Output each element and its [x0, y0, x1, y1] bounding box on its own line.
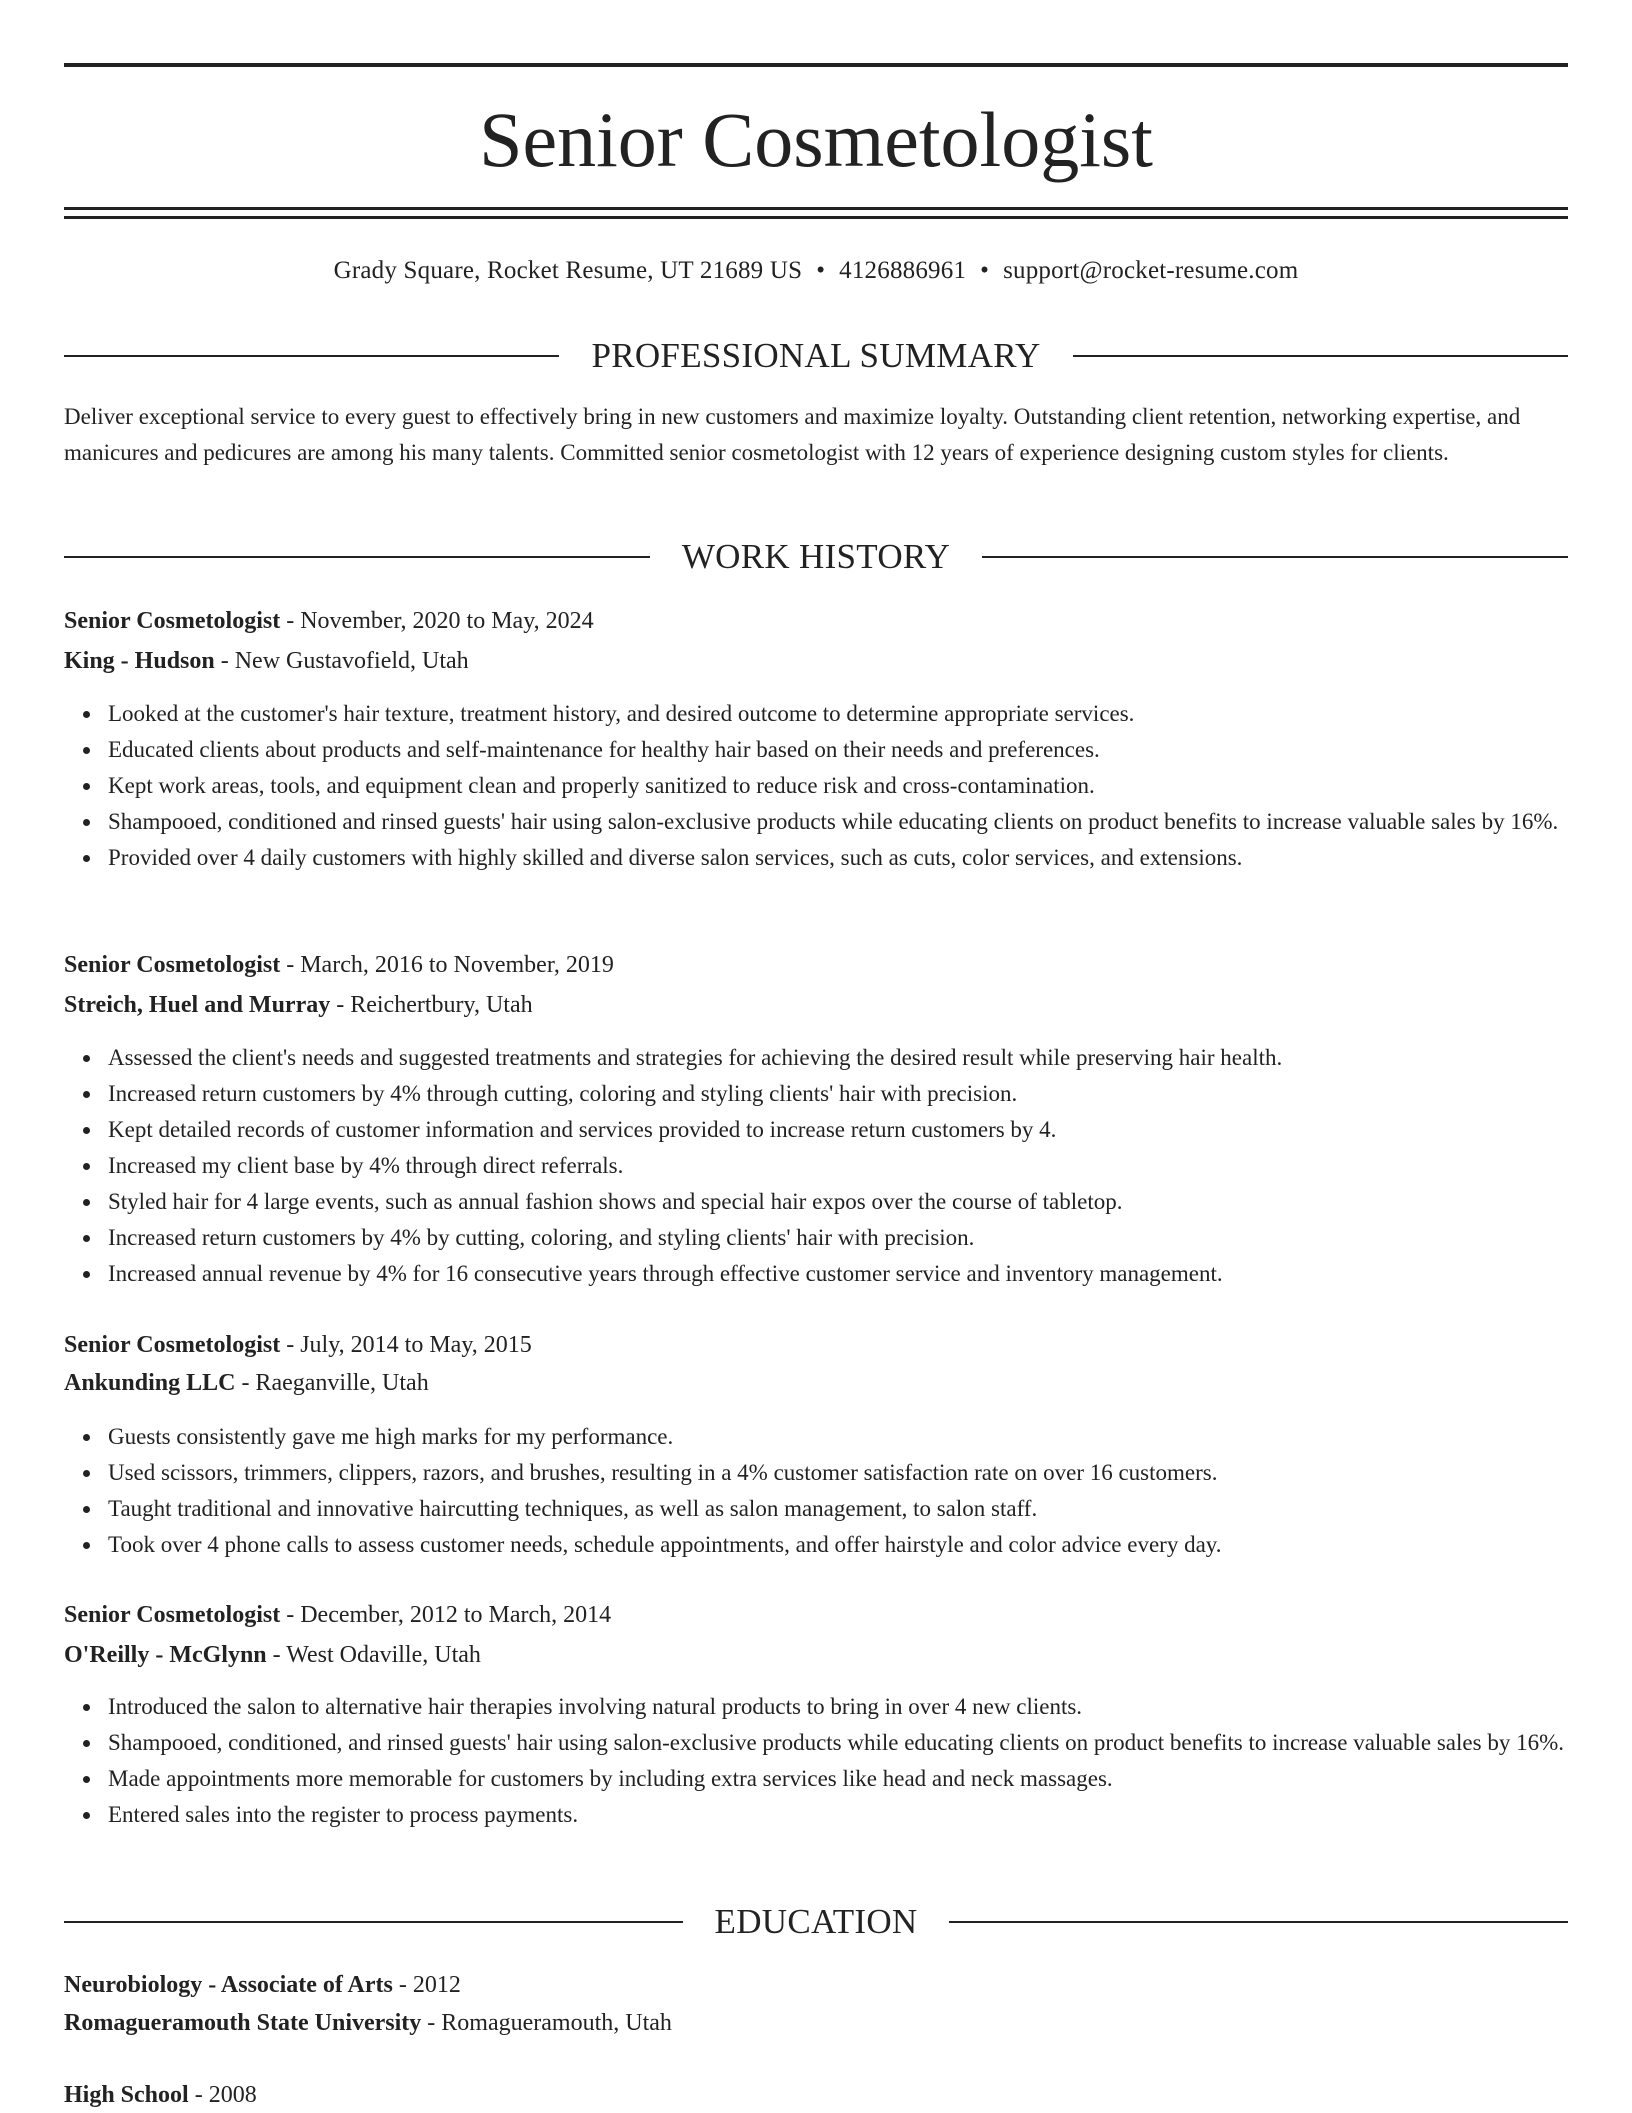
list-item: Kept work areas, tools, and equipment clean and properly sanitized to reduce risk and cross-contamination. — [108, 768, 1612, 804]
header-top-rule — [64, 63, 1568, 67]
job-title: Senior Cosmetologist — [64, 608, 281, 634]
education-year: - 2008 — [188, 2082, 257, 2108]
list-item: Introduced the salon to alternative hair therapies involving natural products to bring in over 4 new clients. — [108, 1689, 1612, 1725]
contact-email: support@rocket-resume.com — [1003, 257, 1299, 284]
education-degree-line — [64, 2077, 1568, 2113]
list-item: Increased return customers by 4% by cutting, coloring, and styling clients' hair with precision. — [108, 1220, 1612, 1256]
section-header-work — [64, 535, 1568, 579]
section-rule-right — [949, 1921, 1568, 1923]
list-item: Provided over 4 daily customers with highly skilled and diverse salon services, such as cuts, color services, and extensions. — [108, 840, 1612, 876]
summary-text: Deliver exceptional service to every guest to effectively bring in new customers and maximize loyalty. Outstanding client retention, networking expertise, and manicures and pedicures are among his many talents. Committed senior cosmetologist with 12 years of experience designing custom styles for clients. — [64, 404, 1521, 465]
list-item: Increased my client base by 4% through direct referrals. — [108, 1148, 1612, 1184]
job-title: Senior Cosmetologist — [64, 952, 281, 978]
job-dates: - November, 2020 to May, 2024 — [280, 608, 594, 634]
section-rule-left — [64, 1921, 683, 1923]
list-item: Increased annual revenue by 4% for 16 consecutive years through effective customer service and inventory management. — [108, 1256, 1612, 1292]
education-school-line — [64, 2005, 1568, 2041]
list-item: Shampooed, conditioned and rinsed guests' hair using salon-exclusive products while educating clients on product benefits to increase valuable sales by 16%. — [108, 804, 1612, 840]
list-item: Guests consistently gave me high marks for my performance. — [108, 1419, 1612, 1455]
education-location: - Romagueramouth, Utah — [421, 2010, 672, 2036]
section-header-summary — [64, 334, 1568, 378]
list-item: Entered sales into the register to process payments. — [108, 1797, 1612, 1833]
education-degree: Neurobiology - Associate of Arts — [64, 1972, 393, 1998]
list-item: Shampooed, conditioned, and rinsed guests' hair using salon-exclusive products while educating clients on product benefits to increase valuable sales by 16%. — [108, 1725, 1612, 1761]
job-company: Ankunding LLC — [64, 1370, 236, 1396]
contact-phone: 4126886961 — [839, 257, 967, 284]
section-rule-left — [64, 355, 559, 357]
section-header-education — [64, 1900, 1568, 1944]
job-title-line — [64, 1597, 1568, 1633]
candidate-name: Senior Cosmetologist — [479, 96, 1153, 183]
education-degree: High School — [64, 2082, 189, 2108]
contact-separator: • — [816, 257, 826, 284]
job-bullets — [64, 1040, 1612, 1292]
section-rule-left — [64, 556, 650, 558]
job-company-line — [64, 643, 1568, 679]
job-bullets — [64, 1689, 1612, 1833]
job-company-line — [64, 1637, 1568, 1673]
list-item: Took over 4 phone calls to assess customer needs, schedule appointments, and offer hairstyle and color advice every day. — [108, 1527, 1612, 1563]
header-double-rule-lower — [64, 216, 1568, 219]
list-item: Looked at the customer's hair texture, treatment history, and desired outcome to determine appropriate services. — [108, 696, 1612, 732]
list-item: Used scissors, trimmers, clippers, razors, and brushes, resulting in a 4% customer satisfaction rate on over 16 customers. — [108, 1455, 1612, 1491]
section-title: PROFESSIONAL SUMMARY — [591, 336, 1041, 375]
education-year: - 2012 — [392, 1972, 461, 1998]
job-bullets — [64, 1419, 1612, 1563]
list-item: Increased return customers by 4% through cutting, coloring and styling clients' hair with precision. — [108, 1076, 1612, 1112]
job-location: - West Odaville, Utah — [266, 1642, 481, 1668]
list-item: Kept detailed records of customer information and services provided to increase return customers by 4. — [108, 1112, 1612, 1148]
contact-line — [64, 254, 1568, 288]
header-double-rule-upper — [64, 207, 1568, 210]
job-company: King - Hudson — [64, 648, 215, 674]
job-dates: - March, 2016 to November, 2019 — [280, 952, 614, 978]
job-company-line — [64, 1365, 1568, 1401]
section-title: WORK HISTORY — [681, 537, 951, 576]
job-dates: - December, 2012 to March, 2014 — [280, 1602, 612, 1628]
job-title-line — [64, 947, 1568, 983]
education-school: Romagueramouth State University — [64, 2010, 422, 2036]
contact-separator: • — [980, 257, 990, 284]
job-location: - Raeganville, Utah — [235, 1370, 429, 1396]
job-title: Senior Cosmetologist — [64, 1602, 281, 1628]
section-rule-right — [1073, 355, 1568, 357]
contact-address: Grady Square, Rocket Resume, UT 21689 US — [333, 257, 803, 284]
section-title: EDUCATION — [714, 1902, 918, 1941]
job-location: - Reichertbury, Utah — [330, 992, 533, 1018]
job-company: Streich, Huel and Murray — [64, 992, 331, 1018]
list-item: Educated clients about products and self-maintenance for healthy hair based on their needs and preferences. — [108, 732, 1612, 768]
job-dates: - July, 2014 to May, 2015 — [280, 1332, 532, 1358]
list-item: Taught traditional and innovative haircutting techniques, as well as salon management, to salon staff. — [108, 1491, 1612, 1527]
job-company: O'Reilly - McGlynn — [64, 1642, 267, 1668]
job-location: - New Gustavofield, Utah — [214, 648, 469, 674]
education-degree-line — [64, 1967, 1568, 2003]
job-title: Senior Cosmetologist — [64, 1332, 281, 1358]
list-item: Assessed the client's needs and suggested treatments and strategies for achieving the desired result while preserving hair health. — [108, 1040, 1612, 1076]
list-item: Made appointments more memorable for customers by including extra services like head and neck massages. — [108, 1761, 1612, 1797]
job-bullets — [64, 696, 1612, 876]
section-rule-right — [982, 556, 1568, 558]
list-item: Styled hair for 4 large events, such as annual fashion shows and special hair expos over the course of tabletop. — [108, 1184, 1612, 1220]
job-title-line — [64, 1327, 1568, 1363]
job-company-line — [64, 987, 1568, 1023]
job-title-line — [64, 603, 1568, 639]
